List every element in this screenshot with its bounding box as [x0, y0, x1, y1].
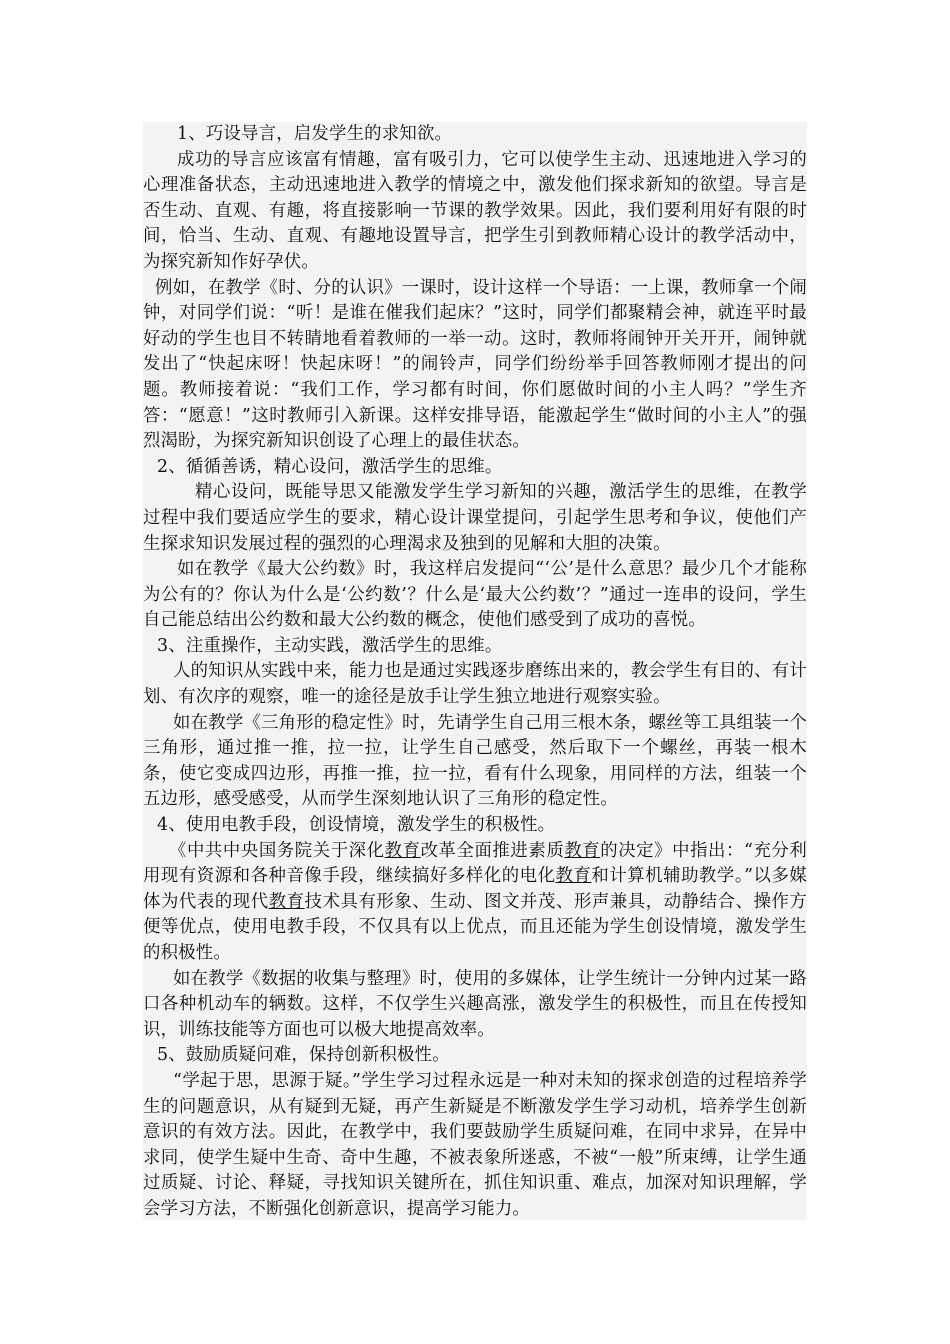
paragraph-1-2: 例如，在教学《时、分的认识》一课时，设计这样一个导语：一上课，教师拿一个闹钟，对同学们说：“听！是谁在催我们起床？”这时，同学们都聚精会神，就连平时最好动的学生也目不转睛地看着教师的一举一动。这时，教师将闹钟开关开开，闹钟就发出了“快起床呀！快起床呀！”的闹铃声，同学们纷纷举手回答教师刚才提出的问题。教师接着说：“我们工作，学习都有时间，你们愿做时间的小主人吗？”学生齐答：“愿意！”这时教师引入新课。这样安排导语，能激起学生“做时间的小主人”的强烈渴盼，为探究新知识创设了心理上的最佳状态。 — [143, 277, 807, 452]
section-heading-2: 2、循循善诱，精心设问，激活学生的思维。 — [157, 456, 503, 477]
section-heading-3: 3、注重操作，主动实践，激活学生的思维。 — [157, 635, 503, 656]
education-link[interactable]: 教育 — [555, 866, 592, 887]
paragraph-3-1: 人的知识从实践中来，能力也是通过实践逐步磨练出来的，教会学生有目的、有计划、有次序的观察，唯一的途径是放手让学生独立地进行观察实验。 — [143, 661, 807, 708]
text-run: 《中共中央国务院关于深化 — [169, 840, 385, 861]
education-link[interactable]: 教育 — [384, 840, 421, 861]
paragraph-4-2: 如在教学《数据的收集与整理》时，使用的多媒体，让学生统计一分钟内过某一路口各种机动车的辆数。这样，不仅学生兴趣高涨，激发学生的积极性，而且在传授知识，训练技能等方面也可以极大地提高效率。 — [143, 968, 807, 1040]
paragraph-2-1: 精心设问，既能导思又能激发学生学习新知的兴趣，激活学生的思维，在教学过程中我们要适应学生的要求，精心设计课堂提问，引起学生思考和争议，使他们产生探求知识发展过程的强烈的心理渴求及独到的见解和大胆的决策。 — [143, 482, 807, 554]
section-heading-5: 5、鼓励质疑问难，保持创新积极性。 — [157, 1045, 450, 1066]
section-heading-4: 4、使用电教手段，创设情境，激发学生的积极性。 — [157, 815, 556, 836]
section-heading-1: 1、巧设导言，启发学生的求知欲。 — [177, 124, 453, 144]
paragraph-3-2: 如在教学《三角形的稳定性》时，先请学生自己用三根木条，螺丝等工具组装一个三角形，通过推一推，拉一拉，让学生自己感受，然后取下一个螺丝，再装一根木条，使它变成四边形，再推一推，拉一拉，看有什么现象，用同样的方法，组装一个五边形，感受感受，从而学生深刻地认识了三角形的稳定性。 — [143, 712, 807, 810]
paragraph-5-1: “学起于思，思源于疑。”学生学习过程永远是一种对未知的探求创造的过程培养学生的问题意识，从有疑到无疑，再产生新疑是不断激发学生学习动机，培养学生创新意识的有效方法。因此，在教学中，我们要鼓励学生质疑问难，在同中求异，在异中求同，使学生疑中生奇、奇中生趣，不被表象所迷惑，不被“一般”所束缚，让学生通过质疑、讨论、释疑，寻找知识关键所在，抓住知识重、难点，加深对知识理解，学会学习方法，不断强化创新意识，提高学习能力。 — [143, 1070, 807, 1219]
paragraph-2-2: 如在教学《最大公约数》时，我这样启发提问“‘公’是什么意思？最少几个才能称为公有的？你认为什么是‘公约数’？什么是‘最大公约数’？”通过一连串的设问，学生自己能总结出公约数和最大公约数的概念，使他们感受到了成功的喜悦。 — [143, 559, 807, 631]
text-run: 技术具有形象、生动、图文并茂、形声兼具，动静结合、操作方便等优点，使用电教手段，不仅具有以上优点，而且还能为学生创设情境，激发学生的积极性。 — [143, 891, 807, 963]
paragraph-1-1: 成功的导言应该富有情趣，富有吸引力，它可以使学生主动、迅速地进入学习的心理准备状态，主动迅速地进入教学的情境之中，激发他们探求新知的欲望。导言是否生动、直观、有趣，将直接影响一节课的教学效果。因此，我们要利用好有限的时间，恰当、生动、直观、有趣地设置导言，把学生引到教师精心设计的教学活动中，为探究新知作好孕伏。 — [143, 149, 807, 272]
paragraph-4-1 — [143, 839, 807, 967]
text-run: 改革全面推进素质 — [420, 840, 565, 861]
document-body — [143, 122, 807, 1220]
text-run: 和计算机辅助教学。”以多媒体为代表的现代 — [143, 866, 807, 912]
education-link[interactable]: 教育 — [564, 840, 601, 861]
education-link[interactable]: 教育 — [268, 891, 305, 912]
text-run: 的决定》中指出：“充分利用现有资源和各种音像手段，继续搞好多样化的电化 — [143, 840, 807, 887]
